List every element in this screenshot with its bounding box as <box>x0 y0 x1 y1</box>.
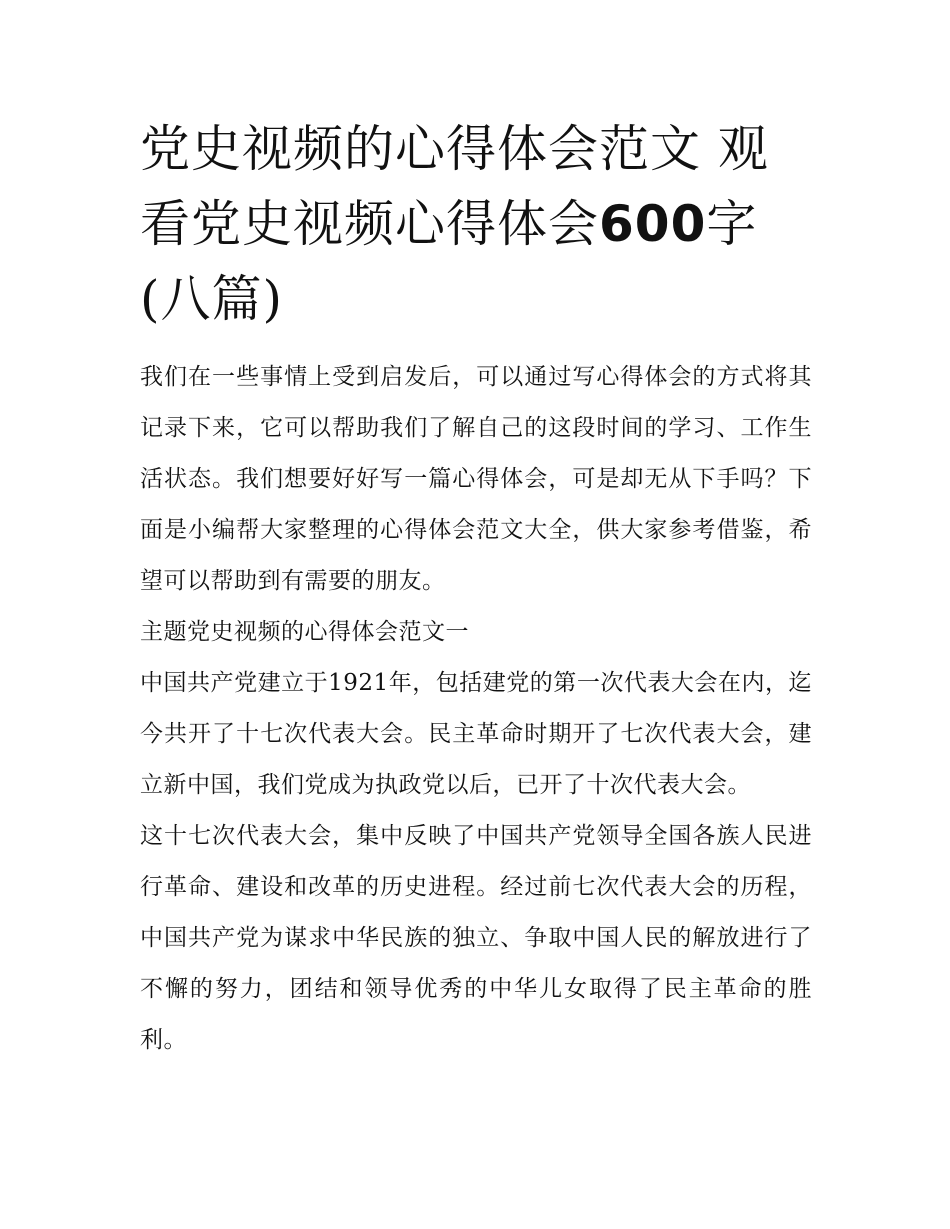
body-paragraph: 中国共产党建立于1921年，包括建党的第一次代表大会在内，迄今共开了十七次代表大会。民主革命时期开了七次代表大会，建立新中国，我们党成为执政党以后，已开了十次代表大会。 <box>140 670 812 798</box>
title-number: 600 <box>599 195 707 253</box>
title-text-start: 党史视频的心得体会范文 观看党史视频心得体会 <box>140 120 769 253</box>
document-title <box>140 112 812 337</box>
intro-paragraph: 我们在一些事情上受到启发后，可以通过写心得体会的方式将其记录下来，它可以帮助我们了解自己的这段时间的学习、工作生活状态。我们想要好好写一篇心得体会，可是却无从下手吗？下面是小编帮大家整理的心得体会范文大全，供大家参考借鉴，希望可以帮助到有需要的朋友。 <box>140 364 812 594</box>
document-body <box>140 352 812 1066</box>
title-text-end: 字(八篇) <box>140 195 758 328</box>
document-page <box>140 112 812 1066</box>
section-heading: 主题党史视频的心得体会范文一 <box>140 619 469 645</box>
body-paragraph: 这十七次代表大会，集中反映了中国共产党领导全国各族人民进行革命、建设和改革的历史进程。经过前七次代表大会的历程，中国共产党为谋求中华民族的独立、争取中国人民的解放进行了不懈的努力，团结和领导优秀的中华儿女取得了民主革命的胜利。 <box>140 823 812 1053</box>
